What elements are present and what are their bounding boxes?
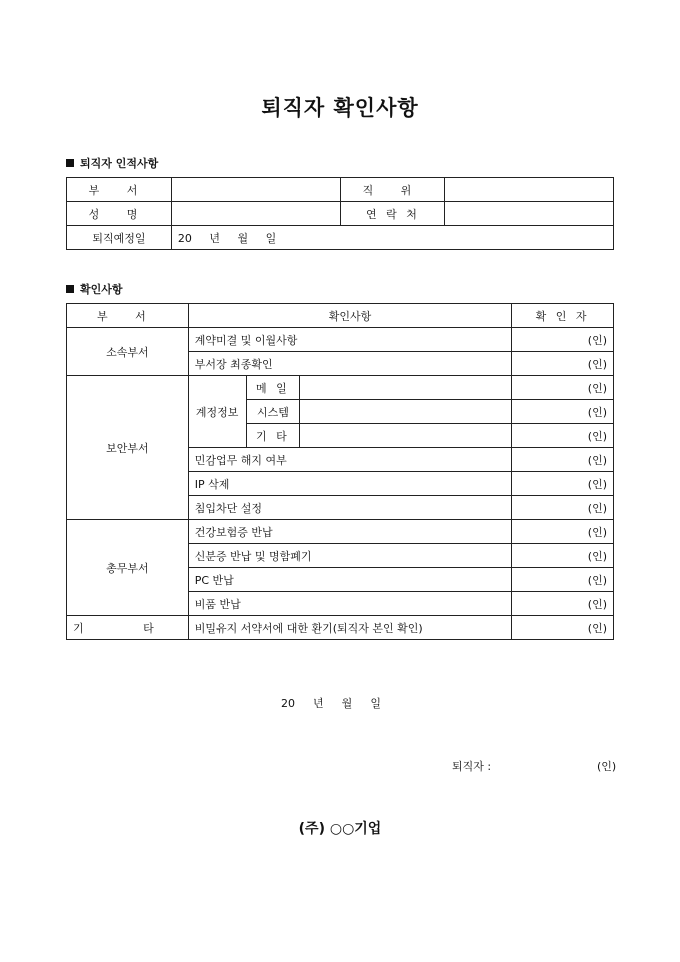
seal-cell[interactable]: (인) [512,400,614,424]
checklist-table [66,303,614,640]
contact-field[interactable] [445,202,614,226]
table-row [67,226,614,250]
seal-cell[interactable]: (인) [512,592,614,616]
retire-date-label: 퇴직예정일 [67,226,172,250]
signing-date [0,695,680,711]
personal-info-table [66,177,614,250]
document-title: 퇴직자 확인사항 [261,96,419,120]
check-item: 신분증 반납 및 명함폐기 [188,544,511,568]
account-value-field[interactable] [300,424,512,448]
table-row [67,178,614,202]
group-security: 보안부서 [67,376,189,520]
header-dept: 부 서 [67,304,189,328]
check-item: 민감업무 해지 여부 [188,448,511,472]
section-heading-text: 퇴직자 인적사항 [80,157,159,170]
account-item: 메 일 [246,376,300,400]
account-value-field[interactable] [300,376,512,400]
position-field[interactable] [445,178,614,202]
table-row [67,202,614,226]
section-heading-text: 확인사항 [80,283,123,296]
table-row [67,328,614,352]
retiree-seal[interactable]: (인) [597,760,617,773]
check-item: PC 반납 [188,568,511,592]
table-row [67,520,614,544]
retire-date-field[interactable]: 20 년 월 일 [171,226,613,250]
date-month-unit: 월 [341,697,353,710]
check-item: 건강보험증 반납 [188,520,511,544]
table-header-row [67,304,614,328]
check-item: 부서장 최종확인 [188,352,511,376]
header-item: 확인사항 [188,304,511,328]
square-bullet-icon [66,159,74,167]
dept-label: 부 서 [67,178,172,202]
seal-cell[interactable]: (인) [512,424,614,448]
seal-cell[interactable]: (인) [512,448,614,472]
company-name: (주) ○○기업 [298,821,382,837]
group-affiliated: 소속부서 [67,328,189,376]
seal-cell[interactable]: (인) [512,496,614,520]
check-item: IP 삭제 [188,472,511,496]
check-item: 계약미결 및 이월사항 [188,328,511,352]
name-label: 성 명 [67,202,172,226]
seal-cell[interactable]: (인) [512,568,614,592]
square-bullet-icon [66,285,74,293]
header-confirmer: 확 인 자 [512,304,614,328]
name-field[interactable] [171,202,341,226]
check-item: 침입차단 설정 [188,496,511,520]
table-row [67,616,614,640]
check-item: 비밀유지 서약서에 대한 환기(퇴직자 본인 확인) [188,616,511,640]
group-general-affairs: 총무부서 [67,520,189,616]
section-heading-personal-info [66,155,158,171]
account-item: 기 타 [246,424,300,448]
seal-cell[interactable]: (인) [512,472,614,496]
dept-field[interactable] [171,178,341,202]
position-label: 직 위 [341,178,445,202]
seal-cell[interactable]: (인) [512,328,614,352]
seal-cell[interactable]: (인) [512,616,614,640]
contact-label: 연 락 처 [341,202,445,226]
seal-cell[interactable]: (인) [512,520,614,544]
group-other: 기 타 [67,616,189,640]
seal-cell[interactable]: (인) [512,376,614,400]
check-item: 비품 반납 [188,592,511,616]
account-value-field[interactable] [300,400,512,424]
section-heading-checklist [66,281,123,297]
table-row [67,376,614,400]
date-year: 20 [281,697,296,710]
account-info-label: 계정정보 [188,376,246,448]
retiree-label: 퇴직자 : [452,760,492,773]
date-day-unit: 일 [370,697,381,710]
seal-cell[interactable]: (인) [512,352,614,376]
account-item: 시스템 [246,400,300,424]
date-year-unit: 년 [313,697,324,710]
seal-cell[interactable]: (인) [512,544,614,568]
